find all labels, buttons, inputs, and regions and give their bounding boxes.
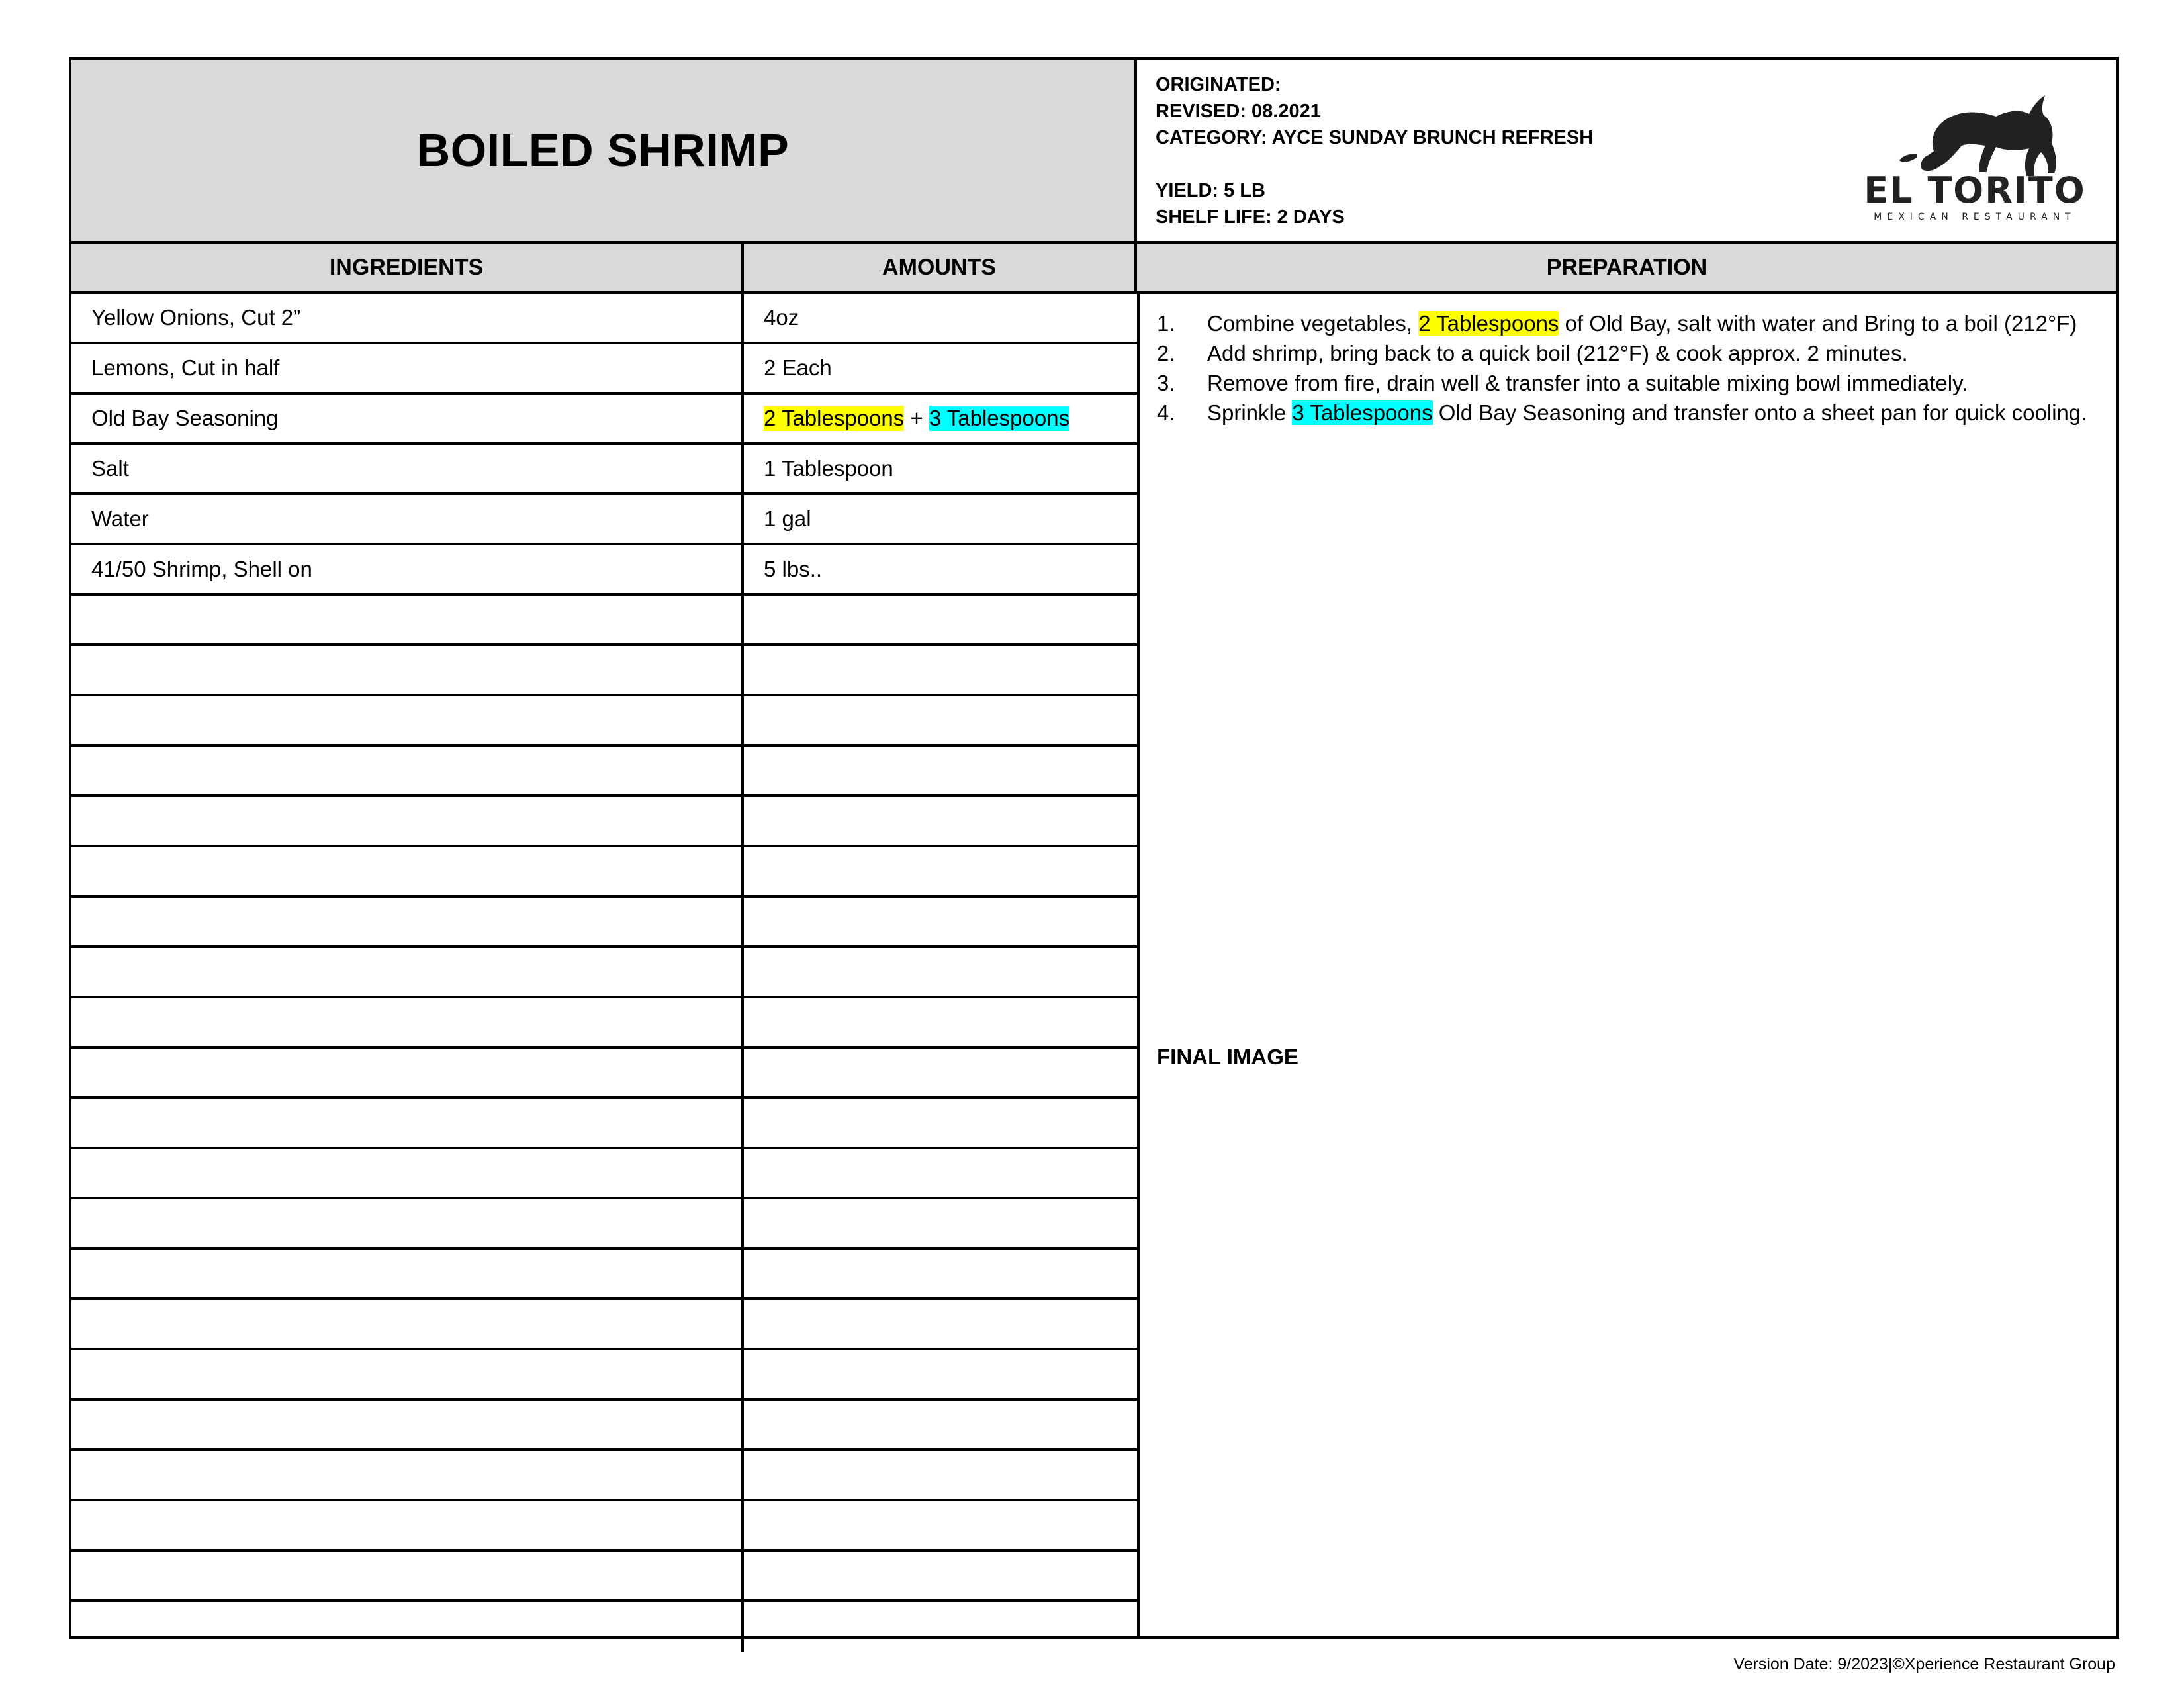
ingredients-header: INGREDIENTS [71, 244, 744, 294]
step-text: of Old Bay, salt with water and Bring to a boil (212°F) [1559, 311, 2077, 336]
ingredient-amount: 1 Tablespoon [764, 456, 893, 481]
ingredient-amount-empty [744, 1099, 1137, 1147]
el-torito-logo [1856, 73, 2094, 225]
step-number: 2. [1157, 341, 1175, 365]
ingredient-name-empty [71, 948, 744, 996]
amount-join: + [904, 406, 929, 430]
ingredient-amount: 2 Each [764, 355, 832, 380]
ingredient-name-empty [71, 1199, 744, 1247]
ingredient-amount-empty [744, 898, 1137, 945]
ingredient-name-empty [71, 1250, 744, 1297]
ingredient-name-empty [71, 1501, 744, 1549]
amount-highlight-cyan: 3 Tablespoons [929, 406, 1070, 430]
ingredient-amount-empty [744, 596, 1137, 643]
table-row-empty [71, 1602, 1137, 1652]
yield: YIELD: 5 LB [1156, 180, 1265, 201]
shelf-life: SHELF LIFE: 2 DAYS [1156, 207, 1345, 228]
ingredient-amount-empty [744, 1501, 1137, 1549]
step-number: 3. [1157, 371, 1175, 395]
ingredient-name: Water [71, 495, 744, 543]
ingredient-name-empty [71, 1149, 744, 1197]
ingredient-name-empty [71, 998, 744, 1046]
ingredient-amount-empty [744, 1199, 1137, 1247]
ingredient-name-empty [71, 596, 744, 643]
table-row [71, 344, 1137, 395]
ingredient-name-empty [71, 1300, 744, 1348]
table-row-empty [71, 898, 1137, 948]
ingredient-amount-empty [744, 1602, 1137, 1652]
ingredient-amount-empty [744, 847, 1137, 895]
prep-step [1157, 338, 2097, 368]
ingredient-name-empty [71, 747, 744, 794]
ingredient-amount-empty [744, 1149, 1137, 1197]
preparation-header: PREPARATION [1137, 244, 2116, 294]
ingredient-amount-empty [744, 747, 1137, 794]
step-text: Sprinkle [1207, 400, 1293, 425]
title-box [71, 60, 1137, 244]
table-row-empty [71, 1250, 1137, 1300]
step-highlight-cyan: 3 Tablespoons [1292, 400, 1433, 425]
category: CATEGORY: AYCE SUNDAY BRUNCH REFRESH [1156, 127, 1594, 148]
ingredient-name: Yellow Onions, Cut 2” [71, 294, 744, 342]
ingredient-name: Old Bay Seasoning [71, 395, 744, 442]
logo-tagline: MEXICAN RESTAURANT [1874, 212, 2076, 222]
recipe-meta [1137, 60, 2116, 244]
ingredient-amount-empty [744, 1250, 1137, 1297]
preparation-area [1137, 294, 2116, 1636]
footer-version: Version Date: 9/2023|©Xperience Restaurant Group [1733, 1655, 2115, 1673]
table-row-empty [71, 1501, 1137, 1552]
prep-step [1157, 368, 2097, 398]
table-row [71, 294, 1137, 344]
table-row-empty [71, 747, 1137, 797]
prep-step [1157, 398, 2097, 428]
recipe-card [69, 57, 2119, 1639]
step-text: Remove from fire, drain well & transfer into a suitable mixing bowl immediately. [1207, 371, 1968, 395]
table-row [71, 395, 1137, 445]
ingredient-amount-empty [744, 696, 1137, 744]
table-row-empty [71, 596, 1137, 646]
ingredient-name-empty [71, 1350, 744, 1398]
step-text: Old Bay Seasoning and transfer onto a sheet pan for quick cooling. [1432, 400, 2087, 425]
ingredient-name-empty [71, 1602, 744, 1652]
ingredient-amount: 1 gal [764, 506, 811, 531]
logo-name: EL TORITO [1864, 169, 2086, 211]
step-text: Add shrimp, bring back to a quick boil (212°F) & cook approx. 2 minutes. [1207, 341, 1908, 365]
table-row-empty [71, 797, 1137, 847]
amounts-header: AMOUNTS [744, 244, 1137, 294]
ingredient-name-empty [71, 898, 744, 945]
final-image-label: FINAL IMAGE [1157, 1045, 1298, 1069]
table-row-empty [71, 1451, 1137, 1501]
table-row-empty [71, 646, 1137, 696]
ingredient-name-empty [71, 1451, 744, 1499]
recipe-title: BOILED SHRIMP [416, 124, 790, 176]
table-row [71, 545, 1137, 596]
bull-icon [1899, 95, 2056, 176]
table-row-empty [71, 948, 1137, 998]
ingredient-name-empty [71, 1401, 744, 1448]
revised: REVISED: 08.2021 [1156, 101, 1321, 122]
ingredient-name-empty [71, 1099, 744, 1147]
ingredient-amount-empty [744, 1451, 1137, 1499]
table-row-empty [71, 1350, 1137, 1401]
ingredient-name-empty [71, 646, 744, 694]
table-row [71, 495, 1137, 545]
step-number: 4. [1157, 400, 1175, 425]
originated: ORIGINATED: [1156, 74, 1281, 95]
table-row-empty [71, 847, 1137, 898]
ingredient-amount-empty [744, 1049, 1137, 1096]
ingredient-name: 41/50 Shrimp, Shell on [71, 545, 744, 593]
ingredient-amount-empty [744, 998, 1137, 1046]
table-row [71, 445, 1137, 495]
ingredient-name: Lemons, Cut in half [71, 344, 744, 392]
ingredient-name-empty [71, 1049, 744, 1096]
preparation-steps [1157, 308, 2097, 428]
step-text: Combine vegetables, [1207, 311, 1419, 336]
ingredient-amount-empty [744, 646, 1137, 694]
ingredient-name-empty [71, 1552, 744, 1599]
ingredient-name-empty [71, 847, 744, 895]
ingredient-amount-empty [744, 797, 1137, 845]
ingredient-amount [744, 395, 1137, 442]
prep-step [1157, 308, 2097, 338]
step-highlight-yellow: 2 Tablespoons [1418, 311, 1559, 336]
table-row-empty [71, 1552, 1137, 1602]
table-row-empty [71, 1401, 1137, 1451]
step-number: 1. [1157, 311, 1175, 336]
ingredient-amount-empty [744, 948, 1137, 996]
table-row-empty [71, 1149, 1137, 1199]
ingredient-amount-empty [744, 1552, 1137, 1599]
ingredients-table [71, 294, 1137, 1636]
table-row-empty [71, 696, 1137, 747]
ingredient-amount: 5 lbs.. [764, 557, 823, 581]
ingredient-name: Salt [71, 445, 744, 492]
ingredient-amount-empty [744, 1300, 1137, 1348]
ingredient-name-empty [71, 696, 744, 744]
ingredient-amount-empty [744, 1401, 1137, 1448]
table-row-empty [71, 1049, 1137, 1099]
table-row-empty [71, 998, 1137, 1049]
table-row-empty [71, 1300, 1137, 1350]
ingredient-amount-empty [744, 1350, 1137, 1398]
ingredient-amount: 4oz [764, 305, 799, 330]
table-row-empty [71, 1099, 1137, 1149]
table-row-empty [71, 1199, 1137, 1250]
amount-highlight-yellow: 2 Tablespoons [764, 406, 905, 430]
ingredient-name-empty [71, 797, 744, 845]
